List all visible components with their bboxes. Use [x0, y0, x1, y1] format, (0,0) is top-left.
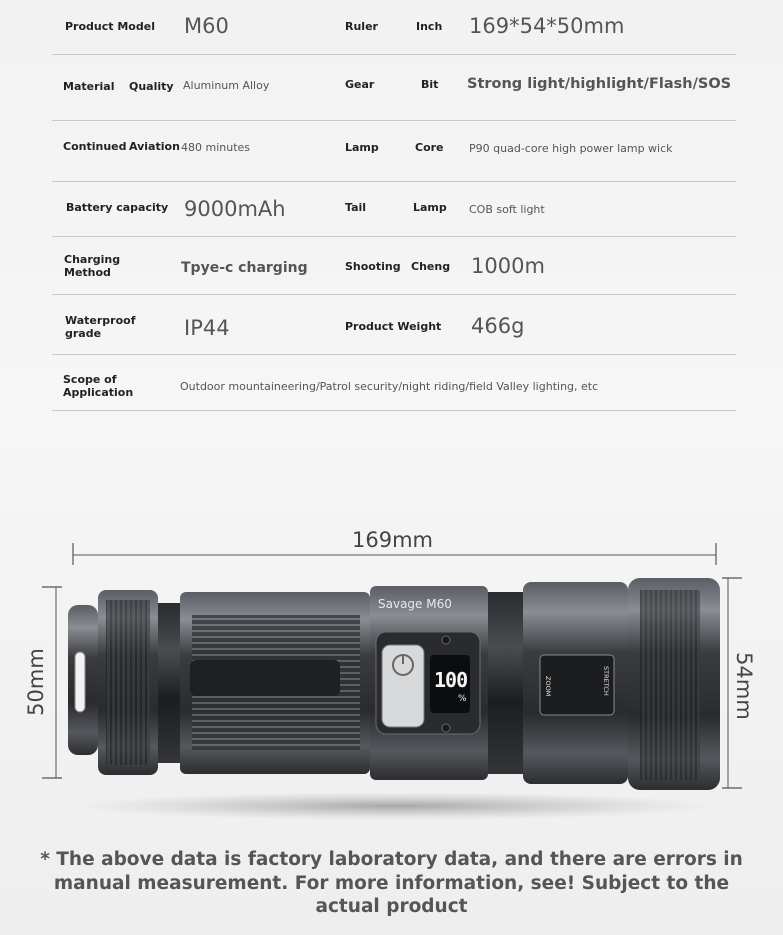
- material-label: Material: [63, 80, 115, 93]
- continued-label: Continued: [63, 140, 127, 153]
- shooting-value: 1000m: [471, 254, 545, 278]
- scope-value: Outdoor mountaineering/Patrol security/night riding/field Valley lighting, etc: [180, 380, 599, 393]
- gear-label: Gear: [345, 78, 375, 91]
- cheng-label: Cheng: [411, 260, 451, 273]
- height-label: 50mm: [24, 648, 48, 716]
- inch-label: Inch: [416, 20, 443, 33]
- battery-label: Battery capacity: [66, 201, 169, 214]
- zoom-label: ZOOM: [544, 676, 552, 697]
- ruler-label: Ruler: [345, 20, 378, 33]
- aviation-label: Aviation: [129, 140, 180, 153]
- length-label: 169mm: [352, 528, 433, 552]
- product-model-label: Product Model: [65, 20, 155, 33]
- disclaimer-text: * The above data is factory laboratory data, and there are errors in manual measurement. For more information, see! Subject to the actual product: [40, 849, 743, 917]
- waterproof-label: Waterproof grade: [65, 314, 136, 340]
- shooting-label: Shooting: [345, 260, 401, 273]
- bit-label: Bit: [421, 78, 439, 91]
- tail-label: Tail: [345, 201, 367, 214]
- charging-label: Charging Method: [64, 253, 121, 279]
- tail-lamp-label: Lamp: [413, 201, 447, 214]
- charging-value: Tpye-c charging: [181, 260, 308, 276]
- stretch-label: STRETCH: [602, 666, 610, 696]
- ruler-value: 169*54*50mm: [469, 14, 625, 38]
- core-label: Core: [415, 141, 444, 154]
- lamp-label: Lamp: [345, 141, 379, 154]
- battery-display: 100: [434, 668, 468, 692]
- continued-value: 480 minutes: [181, 141, 251, 154]
- lamp-value: P90 quad-core high power lamp wick: [469, 142, 673, 155]
- scope-label: Scope of Application: [63, 373, 134, 399]
- battery-display-unit: %: [458, 694, 467, 704]
- brand-label: Savage M60: [378, 597, 452, 611]
- waterproof-value: IP44: [184, 316, 230, 340]
- battery-value: 9000mAh: [184, 197, 286, 221]
- product-model-value: M60: [184, 14, 229, 38]
- quality-label: Quality: [129, 80, 174, 93]
- material-value: Aluminum Alloy: [183, 79, 270, 92]
- weight-label: Product Weight: [345, 320, 442, 333]
- gear-value: Strong light/highlight/Flash/SOS: [467, 76, 732, 92]
- tail-value: COB soft light: [469, 203, 545, 216]
- width-label: 54mm: [732, 652, 756, 720]
- weight-value: 466g: [471, 314, 525, 338]
